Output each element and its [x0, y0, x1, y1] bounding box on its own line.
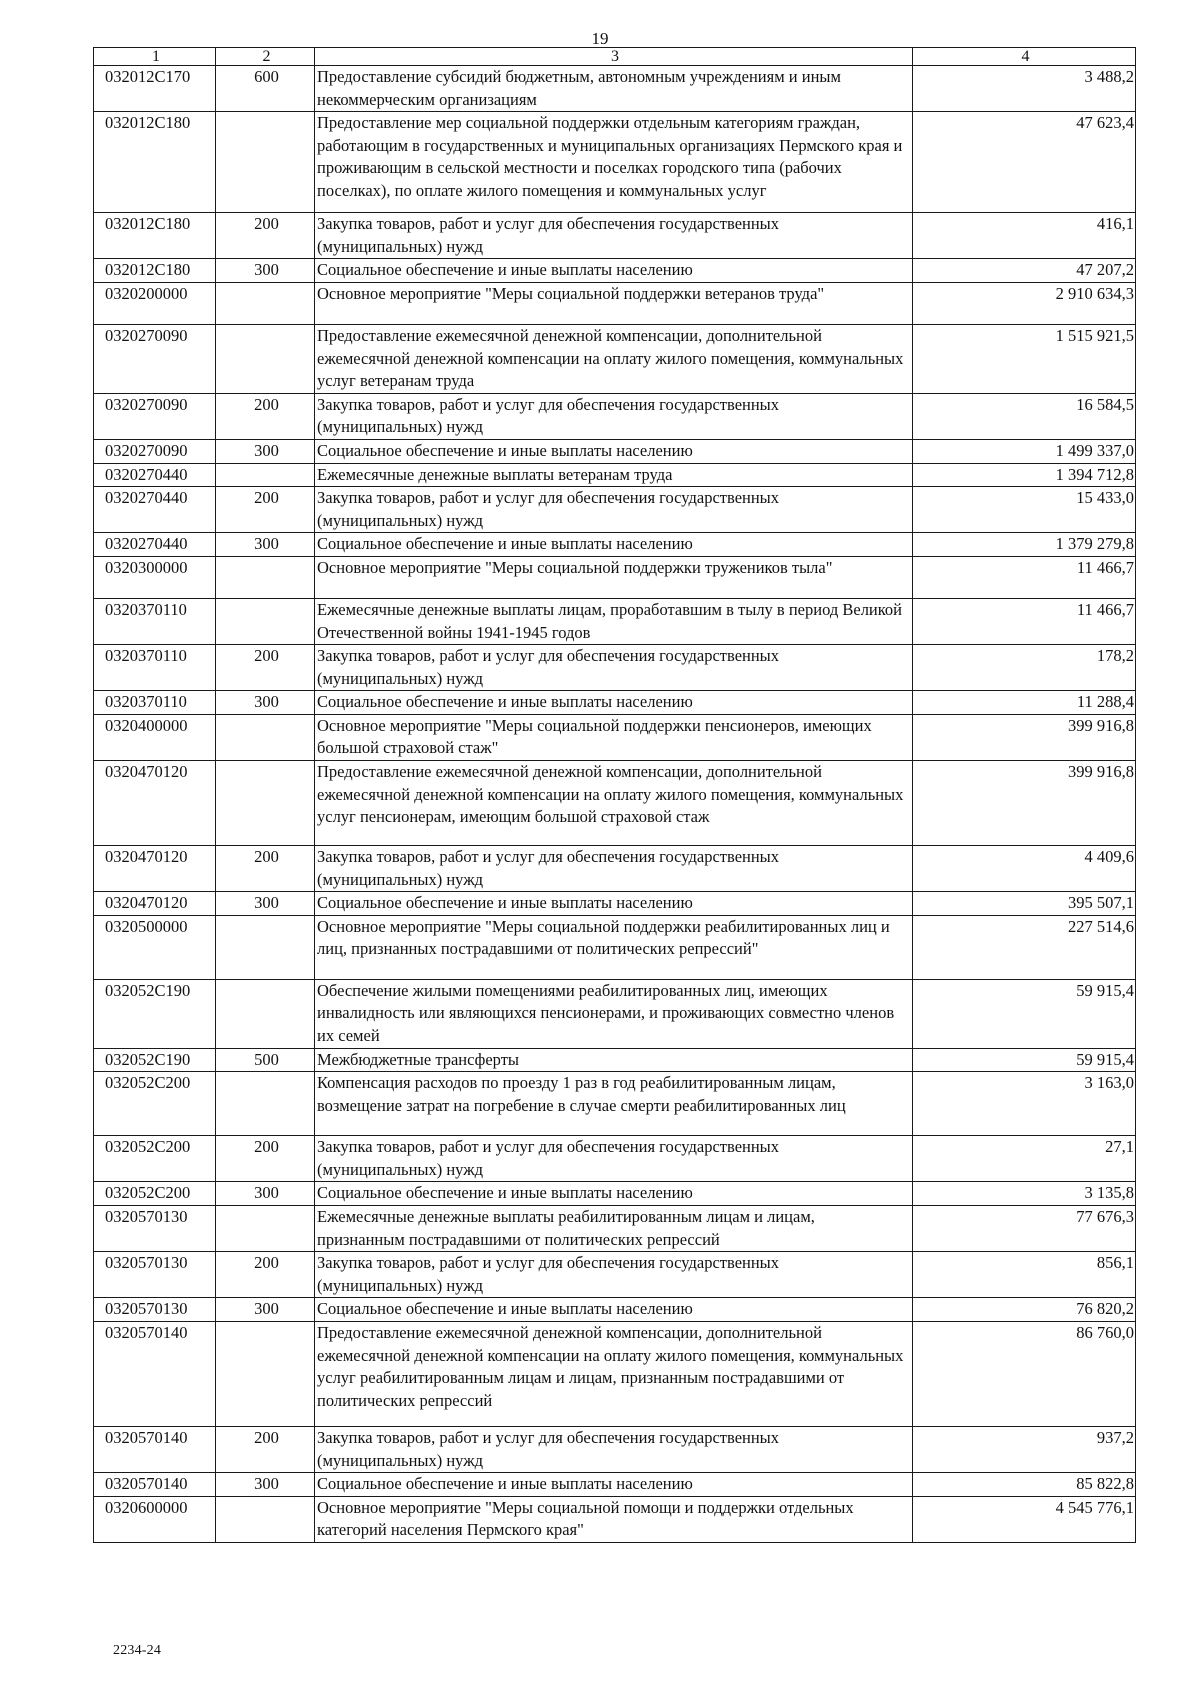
budget-code-cell: 0320270090: [94, 393, 216, 439]
description-cell: Межбюджетные трансферты: [315, 1048, 913, 1072]
expense-type-cell: 200: [216, 846, 315, 892]
description-cell: Предоставление мер социальной поддержки отдельным категориям граждан, работающим в государственных и муниципальных организациях Пермского края и проживающим в сельской местности и поселках городского типа (рабочих поселках), по оплате жилого помещения и коммунальных услуг: [315, 112, 913, 213]
table-row: [94, 213, 1136, 259]
amount-cell: 416,1: [913, 213, 1136, 259]
amount-cell: 399 916,8: [913, 761, 1136, 846]
expense-type-cell: 200: [216, 1426, 315, 1472]
amount-cell: 178,2: [913, 645, 1136, 691]
table-row: [94, 691, 1136, 715]
amount-cell: 395 507,1: [913, 892, 1136, 916]
expense-type-cell: [216, 1321, 315, 1426]
description-cell: Социальное обеспечение и иные выплаты населению: [315, 439, 913, 463]
budget-code-cell: 0320570130: [94, 1298, 216, 1322]
table-row: [94, 979, 1136, 1048]
description-cell: Закупка товаров, работ и услуг для обеспечения государственных (муниципальных) нужд: [315, 487, 913, 533]
table-body: [94, 66, 1136, 1543]
table-row: [94, 556, 1136, 598]
expense-type-cell: 300: [216, 1182, 315, 1206]
description-cell: Ежемесячные денежные выплаты лицам, проработавшим в тылу в период Великой Отечественной войны 1941-1945 годов: [315, 598, 913, 644]
budget-code-cell: 0320570140: [94, 1426, 216, 1472]
expense-type-cell: [216, 714, 315, 760]
budget-code-cell: 0320570140: [94, 1473, 216, 1497]
description-cell: Закупка товаров, работ и услуг для обеспечения государственных (муниципальных) нужд: [315, 393, 913, 439]
expense-type-cell: 200: [216, 213, 315, 259]
amount-cell: 1 499 337,0: [913, 439, 1136, 463]
description-cell: Ежемесячные денежные выплаты ветеранам труда: [315, 463, 913, 487]
table-row: [94, 393, 1136, 439]
amount-cell: 4 545 776,1: [913, 1496, 1136, 1542]
description-cell: Социальное обеспечение и иные выплаты населению: [315, 533, 913, 557]
table-row: [94, 66, 1136, 112]
column-header-amount: 4: [913, 48, 1136, 66]
description-cell: Обеспечение жилыми помещениями реабилитированных лиц, имеющих инвалидность или являющихся пенсионерами, и проживающих совместно членов их семей: [315, 979, 913, 1048]
expense-type-cell: 500: [216, 1048, 315, 1072]
expense-type-cell: 300: [216, 1298, 315, 1322]
budget-code-cell: 032052С200: [94, 1136, 216, 1182]
table-row: [94, 533, 1136, 557]
table-row: [94, 645, 1136, 691]
amount-cell: 76 820,2: [913, 1298, 1136, 1322]
amount-cell: 77 676,3: [913, 1206, 1136, 1252]
amount-cell: 3 488,2: [913, 66, 1136, 112]
amount-cell: 86 760,0: [913, 1321, 1136, 1426]
description-cell: Закупка товаров, работ и услуг для обеспечения государственных (муниципальных) нужд: [315, 213, 913, 259]
expense-type-cell: 200: [216, 1252, 315, 1298]
budget-code-cell: 0320500000: [94, 915, 216, 979]
table-row: [94, 463, 1136, 487]
budget-code-cell: 032012С170: [94, 66, 216, 112]
budget-code-cell: 032012С180: [94, 112, 216, 213]
description-cell: Основное мероприятие "Меры социальной поддержки реабилитированных лиц и лиц, признанных пострадавшими от политических репрессий": [315, 915, 913, 979]
table-row: [94, 439, 1136, 463]
budget-code-cell: 0320570130: [94, 1252, 216, 1298]
header-row: [94, 48, 1136, 66]
budget-code-cell: 0320270440: [94, 487, 216, 533]
budget-code-cell: 0320300000: [94, 556, 216, 598]
expense-type-cell: 300: [216, 439, 315, 463]
column-header-expense-type: 2: [216, 48, 315, 66]
budget-code-cell: 0320370110: [94, 645, 216, 691]
description-cell: Социальное обеспечение и иные выплаты населению: [315, 1298, 913, 1322]
budget-code-cell: 0320370110: [94, 598, 216, 644]
column-header-description: 3: [315, 48, 913, 66]
amount-cell: 16 584,5: [913, 393, 1136, 439]
budget-code-cell: 0320400000: [94, 714, 216, 760]
description-cell: Предоставление ежемесячной денежной компенсации, дополнительной ежемесячной денежной компенсации на оплату жилого помещения, коммунальных услуг пенсионерам, имеющим большой страховой стаж: [315, 761, 913, 846]
budget-code-cell: 0320470120: [94, 761, 216, 846]
description-cell: Основное мероприятие "Меры социальной поддержки тружеников тыла": [315, 556, 913, 598]
budget-code-cell: 0320270090: [94, 439, 216, 463]
expense-type-cell: [216, 282, 315, 324]
budget-code-cell: 0320270090: [94, 324, 216, 393]
table-row: [94, 1496, 1136, 1542]
description-cell: Компенсация расходов по проезду 1 раз в год реабилитированным лицам, возмещение затрат на погребение в случае смерти реабилитированных лиц: [315, 1072, 913, 1136]
budget-code-cell: 0320470120: [94, 846, 216, 892]
table-row: [94, 1136, 1136, 1182]
amount-cell: 3 135,8: [913, 1182, 1136, 1206]
expense-type-cell: 200: [216, 1136, 315, 1182]
description-cell: Закупка товаров, работ и услуг для обеспечения государственных (муниципальных) нужд: [315, 1252, 913, 1298]
expense-type-cell: [216, 1072, 315, 1136]
amount-cell: 227 514,6: [913, 915, 1136, 979]
document-code: 2234-24: [113, 1643, 162, 1658]
expense-type-cell: [216, 112, 315, 213]
description-cell: Закупка товаров, работ и услуг для обеспечения государственных (муниципальных) нужд: [315, 645, 913, 691]
table-row: [94, 846, 1136, 892]
table-header: [94, 48, 1136, 66]
expense-type-cell: 300: [216, 1473, 315, 1497]
description-cell: Предоставление ежемесячной денежной компенсации, дополнительной ежемесячной денежной компенсации на оплату жилого помещения, коммунальных услуг реабилитированным лицам и лицам, признанным пострадавшими от политических репрессий: [315, 1321, 913, 1426]
budget-code-cell: 0320370110: [94, 691, 216, 715]
expense-type-cell: [216, 761, 315, 846]
table-row: [94, 892, 1136, 916]
expense-type-cell: 200: [216, 487, 315, 533]
description-cell: Ежемесячные денежные выплаты реабилитированным лицам и лицам, признанным пострадавшими от политических репрессий: [315, 1206, 913, 1252]
amount-cell: 59 915,4: [913, 979, 1136, 1048]
amount-cell: 1 379 279,8: [913, 533, 1136, 557]
table-row: [94, 1182, 1136, 1206]
description-cell: Социальное обеспечение и иные выплаты населению: [315, 1182, 913, 1206]
table-row: [94, 1048, 1136, 1072]
budget-code-cell: 0320200000: [94, 282, 216, 324]
table-row: [94, 1473, 1136, 1497]
description-cell: Закупка товаров, работ и услуг для обеспечения государственных (муниципальных) нужд: [315, 1136, 913, 1182]
table-row: [94, 1321, 1136, 1426]
table-row: [94, 1426, 1136, 1472]
description-cell: Основное мероприятие "Меры социальной помощи и поддержки отдельных категорий населения Пермского края": [315, 1496, 913, 1542]
amount-cell: 399 916,8: [913, 714, 1136, 760]
expense-type-cell: [216, 556, 315, 598]
expense-type-cell: 300: [216, 892, 315, 916]
amount-cell: 2 910 634,3: [913, 282, 1136, 324]
table-row: [94, 761, 1136, 846]
budget-code-cell: 032052С190: [94, 1048, 216, 1072]
table-row: [94, 1298, 1136, 1322]
budget-code-cell: 0320570130: [94, 1206, 216, 1252]
budget-table: [93, 47, 1136, 1543]
expense-type-cell: [216, 979, 315, 1048]
table-row: [94, 915, 1136, 979]
amount-cell: 59 915,4: [913, 1048, 1136, 1072]
description-cell: Социальное обеспечение и иные выплаты населению: [315, 1473, 913, 1497]
budget-code-cell: 032012С180: [94, 213, 216, 259]
amount-cell: 47 207,2: [913, 259, 1136, 283]
amount-cell: 27,1: [913, 1136, 1136, 1182]
amount-cell: 4 409,6: [913, 846, 1136, 892]
description-cell: Закупка товаров, работ и услуг для обеспечения государственных (муниципальных) нужд: [315, 846, 913, 892]
budget-code-cell: 0320570140: [94, 1321, 216, 1426]
budget-code-cell: 0320470120: [94, 892, 216, 916]
amount-cell: 3 163,0: [913, 1072, 1136, 1136]
page-number: 19: [591, 29, 609, 48]
amount-cell: 85 822,8: [913, 1473, 1136, 1497]
description-cell: Основное мероприятие "Меры социальной поддержки пенсионеров, имеющих большой страховой стаж": [315, 714, 913, 760]
description-cell: Предоставление ежемесячной денежной компенсации, дополнительной ежемесячной денежной компенсации на оплату жилого помещения, коммунальных услуг ветеранам труда: [315, 324, 913, 393]
budget-code-cell: 032052С190: [94, 979, 216, 1048]
table-row: [94, 259, 1136, 283]
expense-type-cell: 600: [216, 66, 315, 112]
column-header-code: 1: [94, 48, 216, 66]
amount-cell: 937,2: [913, 1426, 1136, 1472]
amount-cell: 1 394 712,8: [913, 463, 1136, 487]
description-cell: Социальное обеспечение и иные выплаты населению: [315, 259, 913, 283]
expense-type-cell: 300: [216, 259, 315, 283]
budget-code-cell: 032052С200: [94, 1182, 216, 1206]
expense-type-cell: 300: [216, 533, 315, 557]
table-row: [94, 324, 1136, 393]
expense-type-cell: [216, 1496, 315, 1542]
expense-type-cell: [216, 598, 315, 644]
budget-code-cell: 032012С180: [94, 259, 216, 283]
expense-type-cell: [216, 463, 315, 487]
table-row: [94, 112, 1136, 213]
table-row: [94, 282, 1136, 324]
table-row: [94, 487, 1136, 533]
amount-cell: 1 515 921,5: [913, 324, 1136, 393]
expense-type-cell: 200: [216, 393, 315, 439]
amount-cell: 47 623,4: [913, 112, 1136, 213]
amount-cell: 11 466,7: [913, 556, 1136, 598]
budget-code-cell: 0320600000: [94, 1496, 216, 1542]
table-row: [94, 1252, 1136, 1298]
budget-code-cell: 0320270440: [94, 463, 216, 487]
expense-type-cell: [216, 1206, 315, 1252]
table-row: [94, 1206, 1136, 1252]
description-cell: Основное мероприятие "Меры социальной поддержки ветеранов труда": [315, 282, 913, 324]
amount-cell: 15 433,0: [913, 487, 1136, 533]
amount-cell: 11 466,7: [913, 598, 1136, 644]
table-row: [94, 1072, 1136, 1136]
budget-code-cell: 032052С200: [94, 1072, 216, 1136]
table-row: [94, 598, 1136, 644]
expense-type-cell: 200: [216, 645, 315, 691]
expense-type-cell: [216, 915, 315, 979]
amount-cell: 856,1: [913, 1252, 1136, 1298]
description-cell: Предоставление субсидий бюджетным, автономным учреждениям и иным некоммерческим организациям: [315, 66, 913, 112]
amount-cell: 11 288,4: [913, 691, 1136, 715]
description-cell: Закупка товаров, работ и услуг для обеспечения государственных (муниципальных) нужд: [315, 1426, 913, 1472]
description-cell: Социальное обеспечение и иные выплаты населению: [315, 892, 913, 916]
expense-type-cell: 300: [216, 691, 315, 715]
expense-type-cell: [216, 324, 315, 393]
budget-code-cell: 0320270440: [94, 533, 216, 557]
table-row: [94, 714, 1136, 760]
description-cell: Социальное обеспечение и иные выплаты населению: [315, 691, 913, 715]
